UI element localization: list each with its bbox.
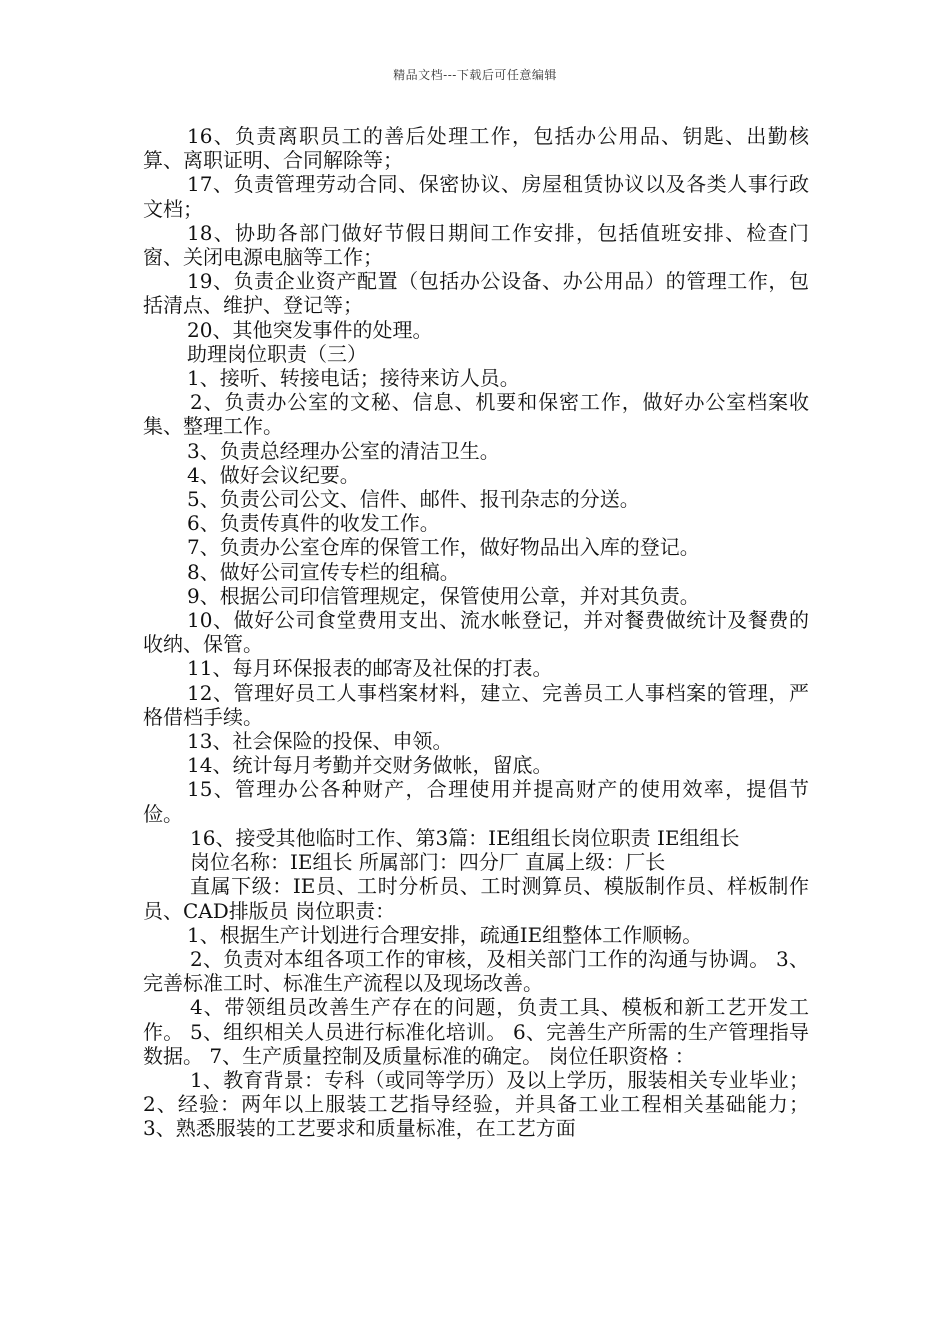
ie-duty-1: 1、根据生产计划进行合理安排，疏通IE组整体工作顺畅。 — [187, 922, 703, 947]
duty-item-13: 13、社会保险的投保、申领。 — [187, 729, 453, 754]
ie-qualification-items: 1、教育背景：专科（或同等学历）及以上学历，服装相关专业毕业； 2、经验：两年以上服装工艺指导经验，并具备工业工程相关基础能力； 3、熟悉服装的工艺要求和质量标准，在工艺方面 — [143, 1067, 809, 1141]
ie-subordinates: 直属下级：IE员、工时分析员、工时测算员、模版制作员、样板制作员、CAD排版员 岗位职责： — [143, 874, 809, 923]
duty-item-8: 8、做好公司宣传专栏的组稿。 — [187, 559, 460, 584]
duty-item-14: 14、统计每月考勤并交财务做帐，留底。 — [187, 753, 553, 778]
duty-item-5: 5、负责公司公文、信件、邮件、报刊杂志的分送。 — [187, 487, 640, 512]
duty-item-15: 15、管理办公各种财产，合理使用并提高财产的使用效率，提倡节俭。 — [143, 777, 809, 826]
duty-item-11: 11、每月环保报表的邮寄及社保的打表。 — [187, 656, 553, 681]
paragraph-18-holidays: 18、协助各部门做好节假日期间工作安排，包括值班安排、检查门窗、关闭电源电脑等工作； — [143, 220, 809, 270]
document-body — [143, 124, 809, 1141]
paragraph-16-resignation: 16、负责离职员工的善后处理工作，包括办公用品、钥匙、出勤核算、离职证明、合同解除等； — [143, 124, 809, 173]
ie-position-info: 岗位名称：IE组长 所属部门：四分厂 直属上级：厂长 — [190, 850, 666, 875]
duty-item-9: 9、根据公司印信管理规定，保管使用公章，并对其负责。 — [187, 583, 700, 608]
duty-item-6: 6、负责传真件的收发工作。 — [187, 511, 440, 536]
paragraph-19-assets: 19、负责企业资产配置（包括办公设备、办公用品）的管理工作，包括清点、维护、登记等； — [143, 269, 809, 318]
ie-duty-2-3: 2、负责对本组各项工作的审核，及相关部门工作的沟通与协调。 3、完善标准工时、标准生产流程以及现场改善。 — [143, 946, 809, 996]
duty-item-2: 2、负责办公室的文秘、信息、机要和保密工作，做好办公室档案收集、整理工作。 — [143, 390, 809, 439]
duty-item-12: 12、管理好员工人事档案材料，建立、完善员工人事档案的管理，严格借档手续。 — [143, 680, 809, 729]
duty-item-3: 3、负责总经理办公室的清洁卫生。 — [187, 438, 500, 463]
duty-item-4: 4、做好会议纪要。 — [187, 462, 360, 487]
duty-item-7: 7、负责办公室仓库的保管工作，做好物品出入库的登记。 — [187, 535, 700, 560]
paragraph-20-emergencies: 20、其他突发事件的处理。 — [187, 317, 433, 342]
duty-item-16-ie-section-title: 16、接受其他临时工作、第3篇：IE组组长岗位职责 IE组组长 — [190, 825, 740, 850]
paragraph-17-contracts: 17、负责管理劳动合同、保密协议、房屋租赁协议以及各类人事行政文档； — [143, 172, 809, 221]
page-header-note: 精品文档---下载后可任意编辑 — [393, 68, 557, 82]
duty-item-1: 1、接听、转接电话；接待来访人员。 — [187, 366, 520, 391]
section-heading-assistant-duties-3: 助理岗位职责（三） — [187, 341, 367, 366]
duty-item-10: 10、做好公司食堂费用支出、流水帐登记，并对餐费做统计及餐费的收纳、保管。 — [143, 608, 809, 657]
ie-duty-4-7-qualifications: 4、带领组员改善生产存在的问题，负责工具、模板和新工艺开发工作。 5、组织相关人员进行标准化培训。 6、完善生产所需的生产管理指导数据。 7、生产质量控制及质量标准的确定。 岗位任职资格 ： — [143, 995, 809, 1068]
